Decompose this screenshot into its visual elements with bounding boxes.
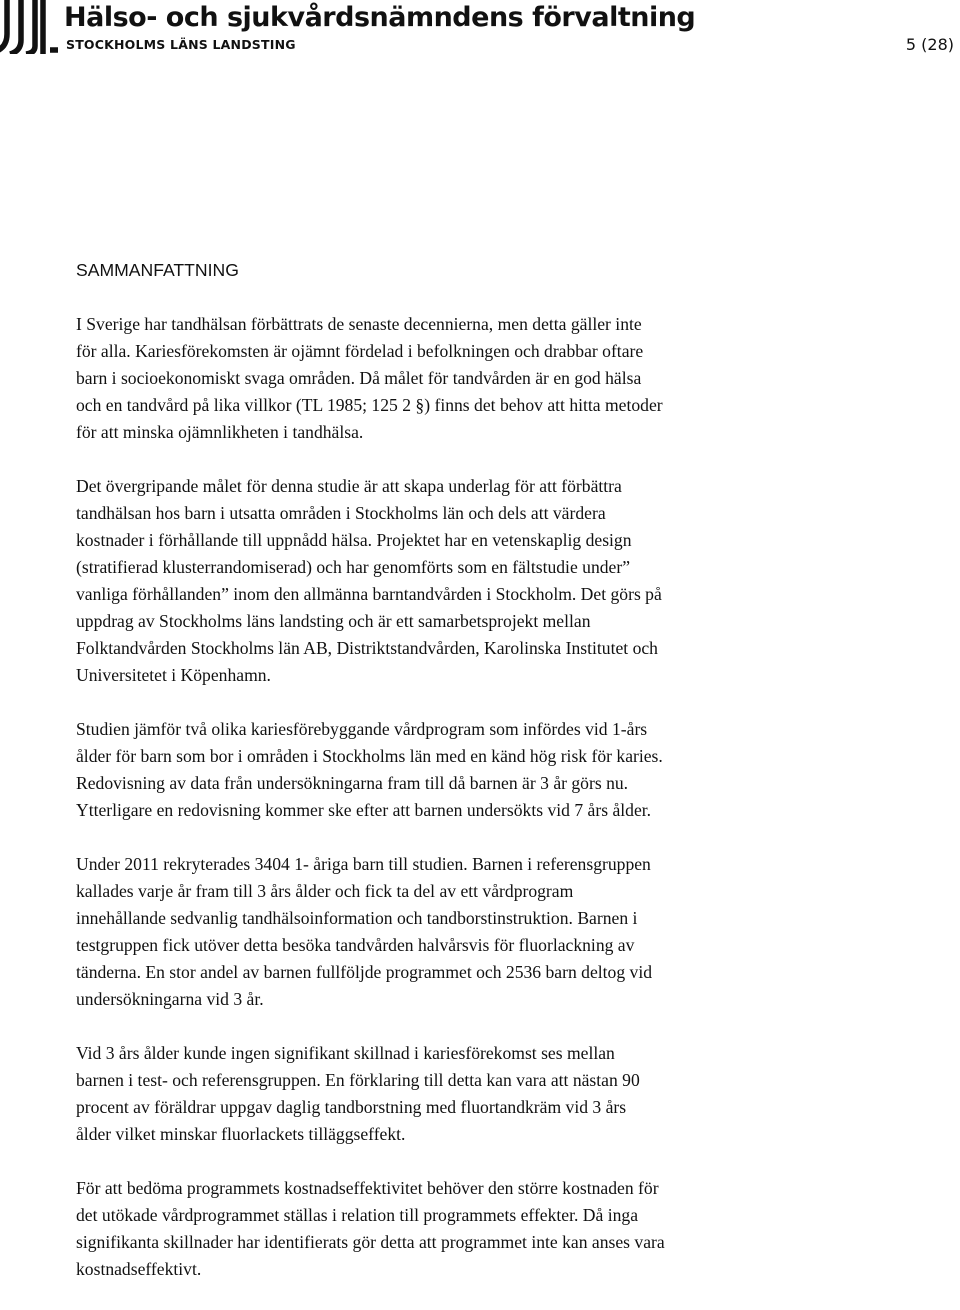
text-line: för alla. Kariesförekomsten är ojämnt fördelad i befolkningen och drabbar oftare xyxy=(76,341,644,361)
text-line: det utökade vårdprogrammet ställas i relation till programmets effekter. Då inga xyxy=(76,1205,639,1225)
text-line: kostnader i förhållande till uppnådd hälsa. Projektet har en vetenskaplig design xyxy=(76,530,632,550)
text-line: och en tandvård på lika villkor (TL 1985; 125 2 §) finns det behov att hitta metoder xyxy=(76,395,663,415)
paragraph-3 xyxy=(76,716,796,824)
document-header xyxy=(0,0,960,60)
text-line: vanliga förhållanden” inom den allmänna barntandvården i Stockholm. Det görs på xyxy=(76,584,662,604)
text-line: procent av föräldrar uppgav daglig tandborstning med fluortandkräm vid 3 års xyxy=(76,1097,627,1117)
text-line: kostnadseffektivt. xyxy=(76,1259,202,1279)
page-number: 5 (28) xyxy=(905,35,954,54)
text-line: tänderna. En stor andel av barnen fullföljde programmet och 2536 barn deltog vid xyxy=(76,962,653,982)
text-line: Redovisning av data från undersökningarna fram till då barnen är 3 år görs nu. xyxy=(76,773,629,793)
text-line: uppdrag av Stockholms läns landsting och är ett samarbetsprojekt mellan xyxy=(76,611,591,631)
text-line: ålder för barn som bor i områden i Stockholms län med en känd hög risk för karies. xyxy=(76,746,663,766)
text-line: barn i socioekonomiskt svaga områden. Då målet för tandvården är en god hälsa xyxy=(76,368,642,388)
text-line: kallades varje år fram till 3 års ålder och fick ta del av ett vårdprogram xyxy=(76,881,574,901)
text-line: innehållande sedvanlig tandhälsoinformation och tandborstinstruktion. Barnen i xyxy=(76,908,638,928)
text-line: (stratifierad klusterrandomiserad) och har genomförts som en fältstudie under” xyxy=(76,557,631,577)
text-line: barnen i test- och referensgruppen. En förklaring till detta kan vara att nästan 90 xyxy=(76,1070,640,1090)
text-line: Universitetet i Köpenhamn. xyxy=(76,665,271,685)
text-line: Folktandvården Stockholms län AB, Distriktstandvården, Karolinska Institutet och xyxy=(76,638,658,658)
text-line: signifikanta skillnader har identifierats gör detta att programmet inte kan anses vara xyxy=(76,1232,665,1252)
section-title: SAMMANFATTNING xyxy=(76,260,239,280)
document-body xyxy=(76,257,796,1310)
organization-name: Hälso- och sjukvårdsnämndens förvaltning xyxy=(64,2,696,33)
text-line: testgruppen fick utöver detta besöka tandvården halvårsvis för fluorlackning av xyxy=(76,935,635,955)
text-line: Studien jämför två olika kariesförebyggande vårdprogram som infördes vid 1-års xyxy=(76,719,648,739)
text-line: tandhälsan hos barn i utsatta områden i Stockholms län och dels att värdera xyxy=(76,503,606,523)
text-line: ålder vilket minskar fluorlackets tilläggseffekt. xyxy=(76,1124,406,1144)
text-line: För att bedöma programmets kostnadseffektivitet behöver den större kostnaden för xyxy=(76,1178,659,1198)
text-line: Ytterligare en redovisning kommer ske efter att barnen undersökts vid 7 års ålder. xyxy=(76,800,652,820)
paragraph-4 xyxy=(76,851,796,1013)
text-line: undersökningarna vid 3 år. xyxy=(76,989,264,1009)
paragraph-5 xyxy=(76,1040,796,1148)
text-line: I Sverige har tandhälsan förbättrats de senaste decennierna, men detta gäller inte xyxy=(76,314,642,334)
text-line: Vid 3 års ålder kunde ingen signifikant skillnad i kariesförekomst ses mellan xyxy=(76,1043,615,1063)
text-line: Under 2011 rekryterades 3404 1- åriga barn till studien. Barnen i referensgruppen xyxy=(76,854,651,874)
paragraph-6 xyxy=(76,1175,796,1283)
organization-subtitle: STOCKHOLMS LÄNS LANDSTING xyxy=(66,37,296,52)
text-line: för att minska ojämnlikheten i tandhälsa. xyxy=(76,422,364,442)
text-line: Det övergripande målet för denna studie är att skapa underlag för att förbättra xyxy=(76,476,622,496)
sll-logo-icon xyxy=(0,0,58,54)
paragraph-1 xyxy=(76,311,796,446)
paragraph-2 xyxy=(76,473,796,689)
